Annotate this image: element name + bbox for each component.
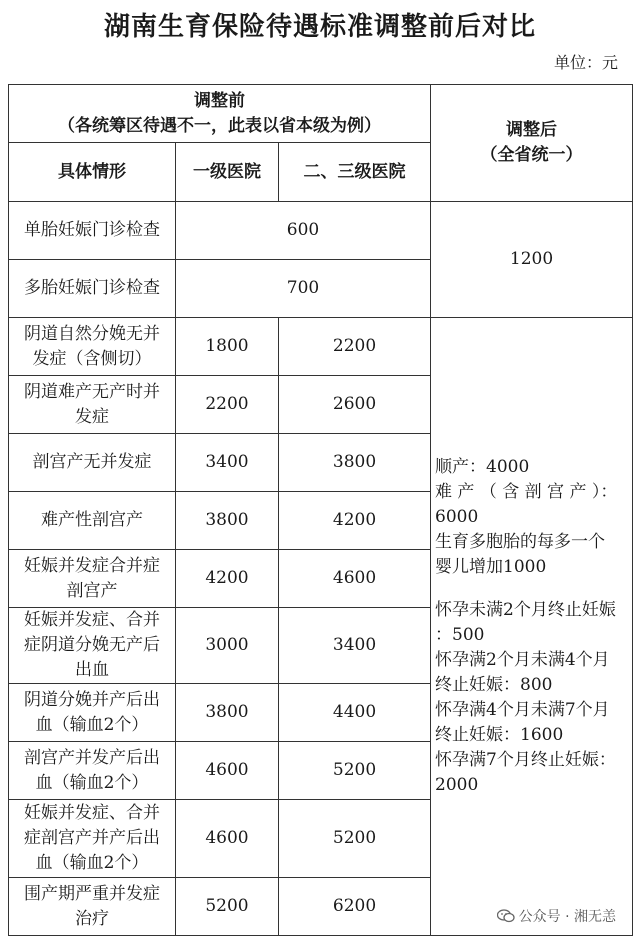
- delivery-label-line: 治疗: [75, 908, 109, 929]
- delivery-level23-value: 6200: [279, 878, 431, 936]
- delivery-label: [9, 434, 176, 492]
- termination-line: 终止妊娠：800: [435, 675, 553, 695]
- delivery-label: [9, 318, 176, 376]
- before-title: 调整前: [194, 90, 246, 111]
- termination-line: 怀孕满4个月未满7个月: [435, 700, 610, 720]
- checkup-value: 600: [176, 202, 431, 260]
- delivery-label-line: 妊娠并发症合并症: [24, 555, 160, 576]
- delivery-label-line: 围产期严重并发症: [24, 883, 160, 904]
- delivery-after-line: 顺产：4000: [435, 457, 530, 477]
- col-header-level1: 一级医院: [176, 143, 279, 202]
- delivery-level23-value: 5200: [279, 800, 431, 878]
- delivery-label-line: 妊娠并发症、合并: [24, 610, 160, 630]
- delivery-label-line: 血（输血2个）: [35, 714, 149, 735]
- delivery-level23-value: 2600: [279, 376, 431, 434]
- delivery-after-line: 婴儿增加1000: [435, 557, 547, 577]
- delivery-level1-value: 3800: [176, 492, 279, 550]
- delivery-after-line: 生育多胞胎的每多一个: [435, 532, 606, 552]
- delivery-label-line: 剖宫产: [66, 580, 118, 601]
- delivery-label-line: 出血: [75, 660, 109, 680]
- delivery-label-line: 阴道自然分娩无并: [24, 323, 160, 344]
- delivery-level23-value: 5200: [279, 742, 431, 800]
- delivery-label: [9, 376, 176, 434]
- before-note: （各统筹区待遇不一，此表以省本级为例）: [58, 115, 382, 136]
- termination-line: 终止妊娠：1600: [435, 725, 564, 745]
- termination-line: 2000: [435, 775, 479, 795]
- delivery-level23-value: 4600: [279, 550, 431, 608]
- col-header-level23: 二、三级医院: [279, 143, 431, 202]
- delivery-level1-value: 4600: [176, 742, 279, 800]
- delivery-after-block: [431, 318, 633, 936]
- delivery-label-line: 妊娠并发症、合并: [24, 803, 160, 823]
- delivery-label-line: 阴道难产无产时并: [24, 381, 160, 402]
- delivery-level1-value: 3400: [176, 434, 279, 492]
- delivery-after-line: 6000: [435, 507, 479, 527]
- delivery-after-line: 难 产 （ 含 剖 宫 产 ）：: [435, 482, 618, 502]
- comparison-table: [8, 84, 633, 936]
- delivery-level23-value: 4400: [279, 684, 431, 742]
- termination-line: 怀孕满2个月未满4个月: [435, 650, 610, 670]
- after-note: （全省统一）: [480, 145, 583, 165]
- delivery-level1-value: 2200: [176, 376, 279, 434]
- before-header: [9, 85, 431, 143]
- delivery-label-line: 剖宫产并发产后出: [24, 747, 160, 768]
- delivery-label-line: 阴道分娩并产后出: [24, 689, 160, 710]
- spacer: [435, 580, 628, 598]
- delivery-label: [9, 550, 176, 608]
- delivery-row: [9, 318, 633, 376]
- delivery-label-line: 难产性剖宫产: [41, 510, 143, 530]
- delivery-level23-value: 4200: [279, 492, 431, 550]
- delivery-label-line: 血（输血2个）: [35, 772, 149, 793]
- unit-label: 单位：元: [553, 53, 618, 72]
- delivery-label: [9, 684, 176, 742]
- delivery-label-line: 剖宫产无并发症: [32, 452, 152, 472]
- delivery-label: [9, 492, 176, 550]
- delivery-level1-value: 3800: [176, 684, 279, 742]
- page-title: 湖南生育保险待遇标准调整前后对比: [103, 12, 536, 42]
- termination-line: 怀孕未满2个月终止妊娠: [435, 600, 616, 620]
- watermark-text: 公众号 · 湘无恙: [518, 909, 616, 925]
- delivery-label: [9, 800, 176, 878]
- wechat-icon: [497, 909, 515, 923]
- delivery-level23-value: 3400: [279, 608, 431, 684]
- delivery-level1-value: 5200: [176, 878, 279, 936]
- checkup-after-value: 1200: [431, 202, 633, 318]
- delivery-label-line: 症阴道分娩无产后: [24, 635, 160, 655]
- delivery-label-line: 发症: [75, 406, 109, 427]
- delivery-level1-value: 4200: [176, 550, 279, 608]
- checkup-value: 700: [176, 260, 431, 318]
- termination-line: 怀孕满7个月终止妊娠：: [435, 750, 616, 770]
- after-title: 调整后: [506, 120, 558, 140]
- delivery-label-line: 症剖宫产并产后出: [24, 828, 160, 848]
- checkup-label: 多胎妊娠门诊检查: [9, 260, 176, 318]
- delivery-label: [9, 878, 176, 936]
- delivery-label-line: 血（输血2个）: [35, 853, 149, 873]
- col-header-case: 具体情形: [9, 143, 176, 202]
- delivery-label: [9, 608, 176, 684]
- delivery-label: [9, 742, 176, 800]
- delivery-level23-value: 2200: [279, 318, 431, 376]
- delivery-level1-value: 1800: [176, 318, 279, 376]
- delivery-level1-value: 4600: [176, 800, 279, 878]
- after-header: [431, 85, 633, 202]
- watermark: [497, 906, 616, 926]
- delivery-level23-value: 3800: [279, 434, 431, 492]
- delivery-level1-value: 3000: [176, 608, 279, 684]
- delivery-label-line: 发症（含侧切）: [32, 348, 152, 369]
- checkup-label: 单胎妊娠门诊检查: [9, 202, 176, 260]
- termination-line: ：500: [435, 625, 485, 645]
